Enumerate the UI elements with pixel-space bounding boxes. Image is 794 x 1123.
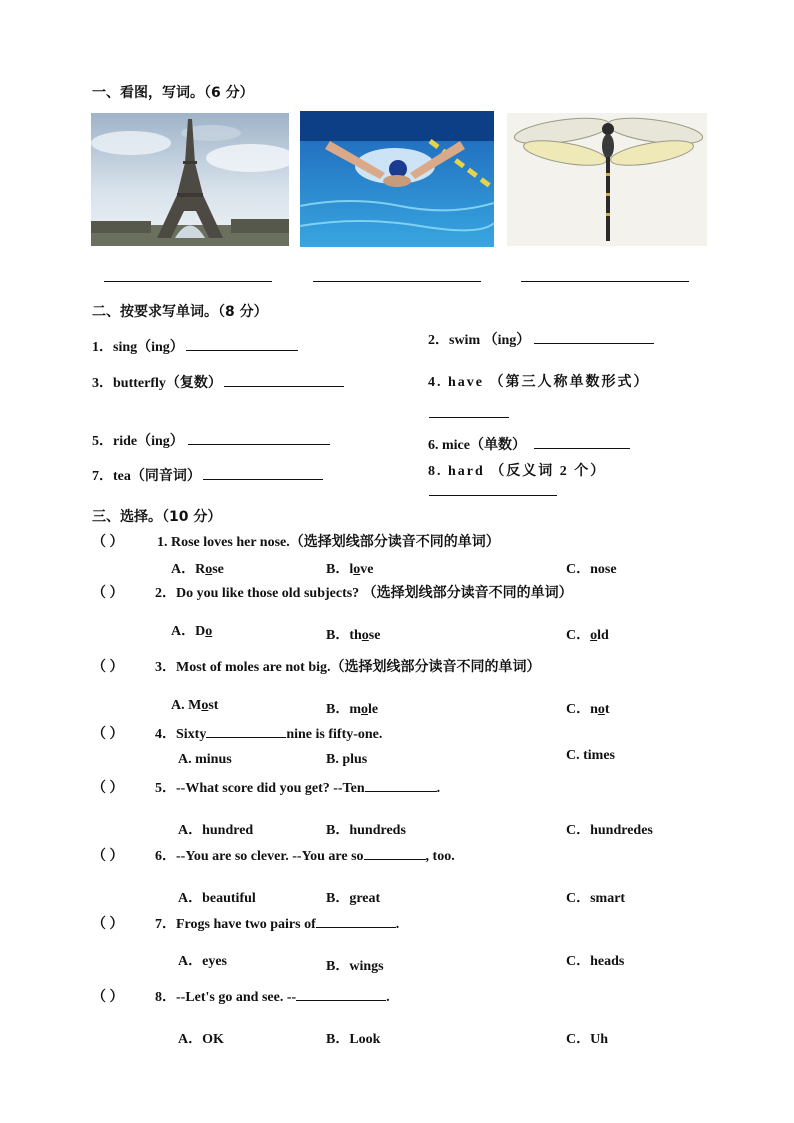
q5-text: 5．--What score did you get? --Ten .	[155, 781, 441, 796]
q8-option-b[interactable]: B．Look	[326, 1032, 381, 1047]
s2-blank-5[interactable]	[188, 432, 330, 445]
s2-blank-6[interactable]	[534, 436, 630, 449]
q8-text: 8．--Let's go and see. -- .	[155, 990, 390, 1005]
eiffel-tower-picture	[91, 113, 289, 246]
q8-option-c[interactable]: C．Uh	[566, 1032, 609, 1047]
q5-blank[interactable]	[365, 779, 437, 792]
q1-option-c[interactable]: C．nose	[566, 562, 617, 577]
s2-blank-2[interactable]	[534, 331, 654, 344]
s2-item-2: 2．swim （ing）	[428, 329, 654, 349]
q5-option-c[interactable]: C．hundredes	[566, 823, 653, 838]
s2-blank-7[interactable]	[203, 467, 323, 480]
q2-text: 2．Do you like those old subjects? （选择划线部分读音不同的单词）	[155, 586, 573, 601]
q1-paren[interactable]: （ ）	[92, 535, 124, 550]
s2-item-1: 1．sing（ing）	[92, 336, 298, 356]
q6-text: 6．--You are so clever. --You are so , too.	[155, 849, 455, 864]
q3-paren[interactable]: （ ）	[92, 660, 124, 675]
q1-option-a[interactable]: A．Rose	[171, 562, 224, 577]
section3-heading: 三、选择。（10 分）	[92, 509, 222, 525]
q7-blank[interactable]	[316, 915, 396, 928]
q3-option-b[interactable]: B．mole	[326, 702, 379, 717]
q6-option-a[interactable]: A．beautiful	[178, 891, 256, 906]
q3-text: 3．Most of moles are not big.（选择划线部分读音不同的单词）	[155, 660, 541, 675]
q2-option-b[interactable]: B．those	[326, 628, 381, 643]
q6-blank[interactable]	[364, 847, 426, 860]
q8-blank[interactable]	[296, 988, 386, 1001]
q3-option-a[interactable]: A. Most	[171, 698, 219, 713]
s2-item-3: 3．butterfly（复数）	[92, 372, 344, 392]
q4-blank[interactable]	[206, 725, 286, 738]
q6-option-c[interactable]: C．smart	[566, 891, 626, 906]
q6-paren[interactable]: （ ）	[92, 849, 124, 864]
q8-paren[interactable]: （ ）	[92, 990, 124, 1005]
section1-heading: 一、看图，写词。（6 分）	[92, 85, 254, 101]
s2-blank-4[interactable]	[429, 417, 509, 418]
s2-blank-8[interactable]	[429, 495, 557, 496]
q6-option-b[interactable]: B．great	[326, 891, 381, 906]
s2-item-6: 6. mice（单数）	[428, 434, 630, 454]
s2-item-7: 7．tea（同音词）	[92, 465, 323, 485]
answer-line-3[interactable]	[521, 281, 689, 282]
s2-blank-3[interactable]	[224, 374, 344, 387]
q4-option-a[interactable]: A. minus	[178, 752, 232, 767]
swimmer-picture	[300, 111, 494, 247]
q4-option-c[interactable]: C. times	[566, 748, 615, 763]
answer-line-1[interactable]	[104, 281, 272, 282]
q5-option-b[interactable]: B．hundreds	[326, 823, 406, 838]
s2-blank-1[interactable]	[186, 338, 298, 351]
q4-option-b[interactable]: B. plus	[326, 752, 368, 767]
s2-item-4: 4. have （第三人称单数形式）	[428, 375, 650, 390]
s2-item-8: 8. hard （反义词 2 个）	[428, 464, 607, 479]
q7-text: 7．Frogs have two pairs of .	[155, 917, 400, 932]
q4-text: 4．Sixty nine is fifty-one.	[155, 727, 383, 742]
q2-option-c[interactable]: C．old	[566, 628, 609, 643]
q7-option-a[interactable]: A．eyes	[178, 954, 227, 969]
q5-paren[interactable]: （ ）	[92, 781, 124, 796]
q1-text: 1. Rose loves her nose.（选择划线部分读音不同的单词）	[157, 535, 500, 550]
q4-paren[interactable]: （ ）	[92, 727, 124, 742]
q7-option-c[interactable]: C．heads	[566, 954, 625, 969]
q7-paren[interactable]: （ ）	[92, 917, 124, 932]
q5-option-a[interactable]: A．hundred	[178, 823, 254, 838]
section2-heading: 二、按要求写单词。（8 分）	[92, 304, 268, 320]
answer-line-2[interactable]	[313, 281, 481, 282]
q2-paren[interactable]: （ ）	[92, 586, 124, 601]
q8-option-a[interactable]: A．OK	[178, 1032, 224, 1047]
q7-option-b[interactable]: B．wings	[326, 959, 384, 974]
dragonfly-picture	[507, 113, 707, 246]
s2-item-5: 5．ride（ing）	[92, 430, 330, 450]
q1-option-b[interactable]: B．love	[326, 562, 374, 577]
q3-option-c[interactable]: C．not	[566, 702, 610, 717]
q2-option-a[interactable]: A．Do	[171, 624, 213, 639]
